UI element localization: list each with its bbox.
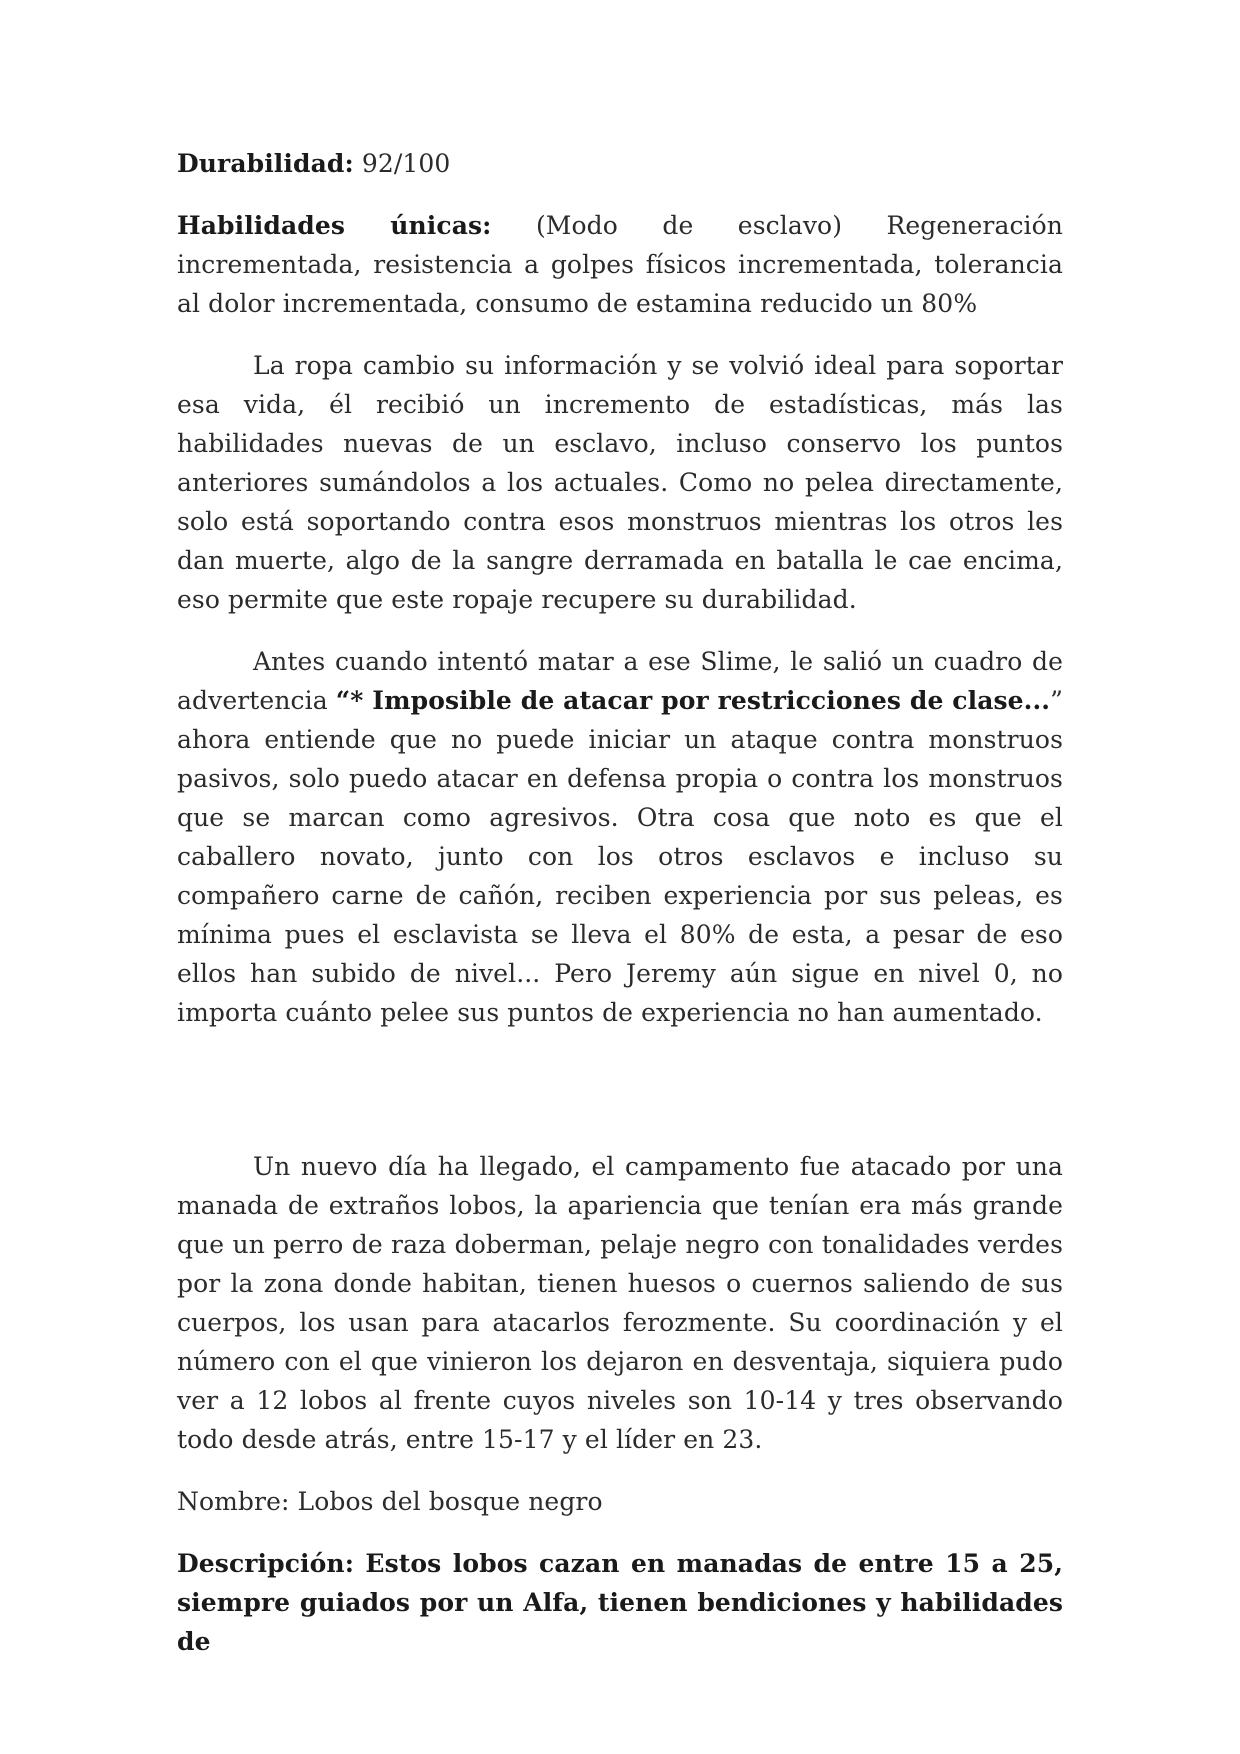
wolves-attack-paragraph: Un nuevo día ha llegado, el campamento fue atacado por una manada de extraños lobos, la apariencia que tenían era más grande que un perro de raza doberman, pelaje negro con tonalidades verdes por la zona donde habitan, tienen huesos o cuernos saliendo de sus cuerpos, los usan para atacarlos ferozmente. Su coordinación y el número con el que vinieron los dejaron en desventaja, siquiera pudo ver a 12 lobos al frente cuyos niveles son 10-14 y tres observando todo desde atrás, entre 15-17 y el líder en 23. bbox=[177, 1152, 1063, 1454]
description-paragraph bbox=[177, 1544, 1063, 1661]
durability-label: Durabilidad: bbox=[177, 149, 354, 178]
slime-paragraph bbox=[177, 642, 1063, 1032]
unique-skills-paragraph bbox=[177, 206, 1063, 323]
unique-skills-text: (Modo de esclavo) Regeneración incrementada, resistencia a golpes físicos incrementada, tolerancia al dolor incrementada, consumo de estamina reducido un 80% bbox=[177, 211, 1064, 318]
slime-paragraph-start: Antes cuando intentó matar a ese Slime, le salió un cuadro de advertencia bbox=[177, 647, 1063, 715]
name-value: Lobos del bosque negro bbox=[289, 1487, 603, 1516]
slime-paragraph-rest: ” ahora entiende que no puede iniciar un ataque contra monstruos pasivos, solo puedo atacar en defensa propia o contra los monstruos que se marcan como agresivos. Otra cosa que noto es que el caballero novato, junto con los otros esclavos e incluso su compañero carne de cañón, reciben experiencia por sus peleas, es mínima pues el esclavista se lleva el 80% de esta, a pesar de eso ellos han subido de nivel... Pero Jeremy aún sigue en nivel 0, no importa cuánto pelee sus puntos de experiencia no han aumentado. bbox=[177, 686, 1063, 1027]
name-label: Nombre: bbox=[177, 1487, 290, 1516]
clothing-paragraph: La ropa cambio su información y se volvió ideal para soportar esa vida, él recibió un incremento de estadísticas, más las habilidades nuevas de un esclavo, incluso conservo los puntos anteriores sumándolos a los actuales. Como no pelea directamente, solo está soportando contra esos monstruos mientras los otros les dan muerte, algo de la sangre derramada en batalla le cae encima, eso permite que este ropaje recupere su durabilidad. bbox=[177, 351, 1063, 614]
description-label: Descripción: bbox=[177, 1549, 355, 1578]
unique-skills-label: Habilidades únicas: bbox=[177, 211, 492, 240]
name-line bbox=[177, 1482, 1063, 1521]
description-text: Estos lobos cazan en manadas de entre 15 a 25, siempre guiados por un Alfa, tienen bendiciones y habilidades de bbox=[177, 1549, 1063, 1656]
warning-quote: “* Imposible de atacar por restricciones de clase... bbox=[335, 686, 1051, 715]
durability-value: 92/100 bbox=[353, 149, 451, 178]
durability-line bbox=[177, 144, 1063, 183]
document-page bbox=[177, 144, 1063, 1661]
